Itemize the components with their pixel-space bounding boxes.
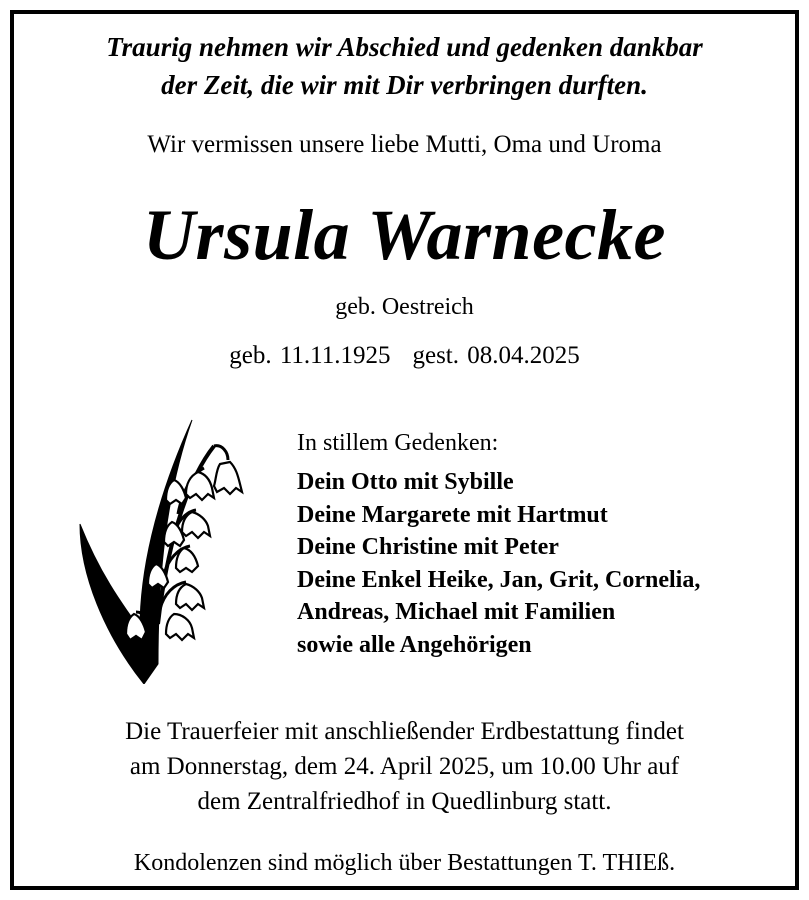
mourners-heading: In stillem Gedenken: [297,430,499,456]
lily-of-the-valley-icon [74,414,244,684]
deceased-name: Ursula Warnecke [143,195,666,275]
mourner-line: Deine Christine mit Peter [297,534,559,561]
mourners-section [297,428,700,662]
maiden-name: geb. Oestreich [335,294,474,320]
funeral-details [14,714,795,819]
mourner-line: Andreas, Michael mit Familien [297,599,616,626]
funeral-line-2: am Donnerstag, dem 24. April 2025, um 10.00 Uhr auf [129,753,680,780]
motto-line-1: Traurig nehmen wir Abschied und gedenken dankbar [106,32,703,62]
mourner-line: Dein Otto mit Sybille [297,469,514,495]
mourner-line: sowie alle Angehörigen [297,631,532,658]
life-dates [14,340,795,372]
death-date: gest. 08.04.2025 [412,342,580,369]
mourner-line: Deine Margarete mit Hartmut [297,501,608,528]
birth-date: geb. 11.11.1925 [229,342,391,369]
mourner-line: Deine Enkel Heike, Jan, Grit, Cornelia, [297,566,701,593]
condolences-note: Kondolenzen sind möglich über Bestattungen T. THIEß. [133,850,676,876]
mourners-list [297,466,700,662]
obituary-notice [10,10,799,890]
funeral-line-3: dem Zentralfriedhof in Quedlinburg statt. [197,788,612,815]
motto [14,28,795,104]
motto-line-2: der Zeit, die wir mit Dir verbringen durften. [161,70,648,100]
funeral-line-1: Die Trauerfeier mit anschließender Erdbestattung findet [125,718,684,745]
intro-text: Wir vermissen unsere liebe Mutti, Oma und Uroma [147,131,662,158]
